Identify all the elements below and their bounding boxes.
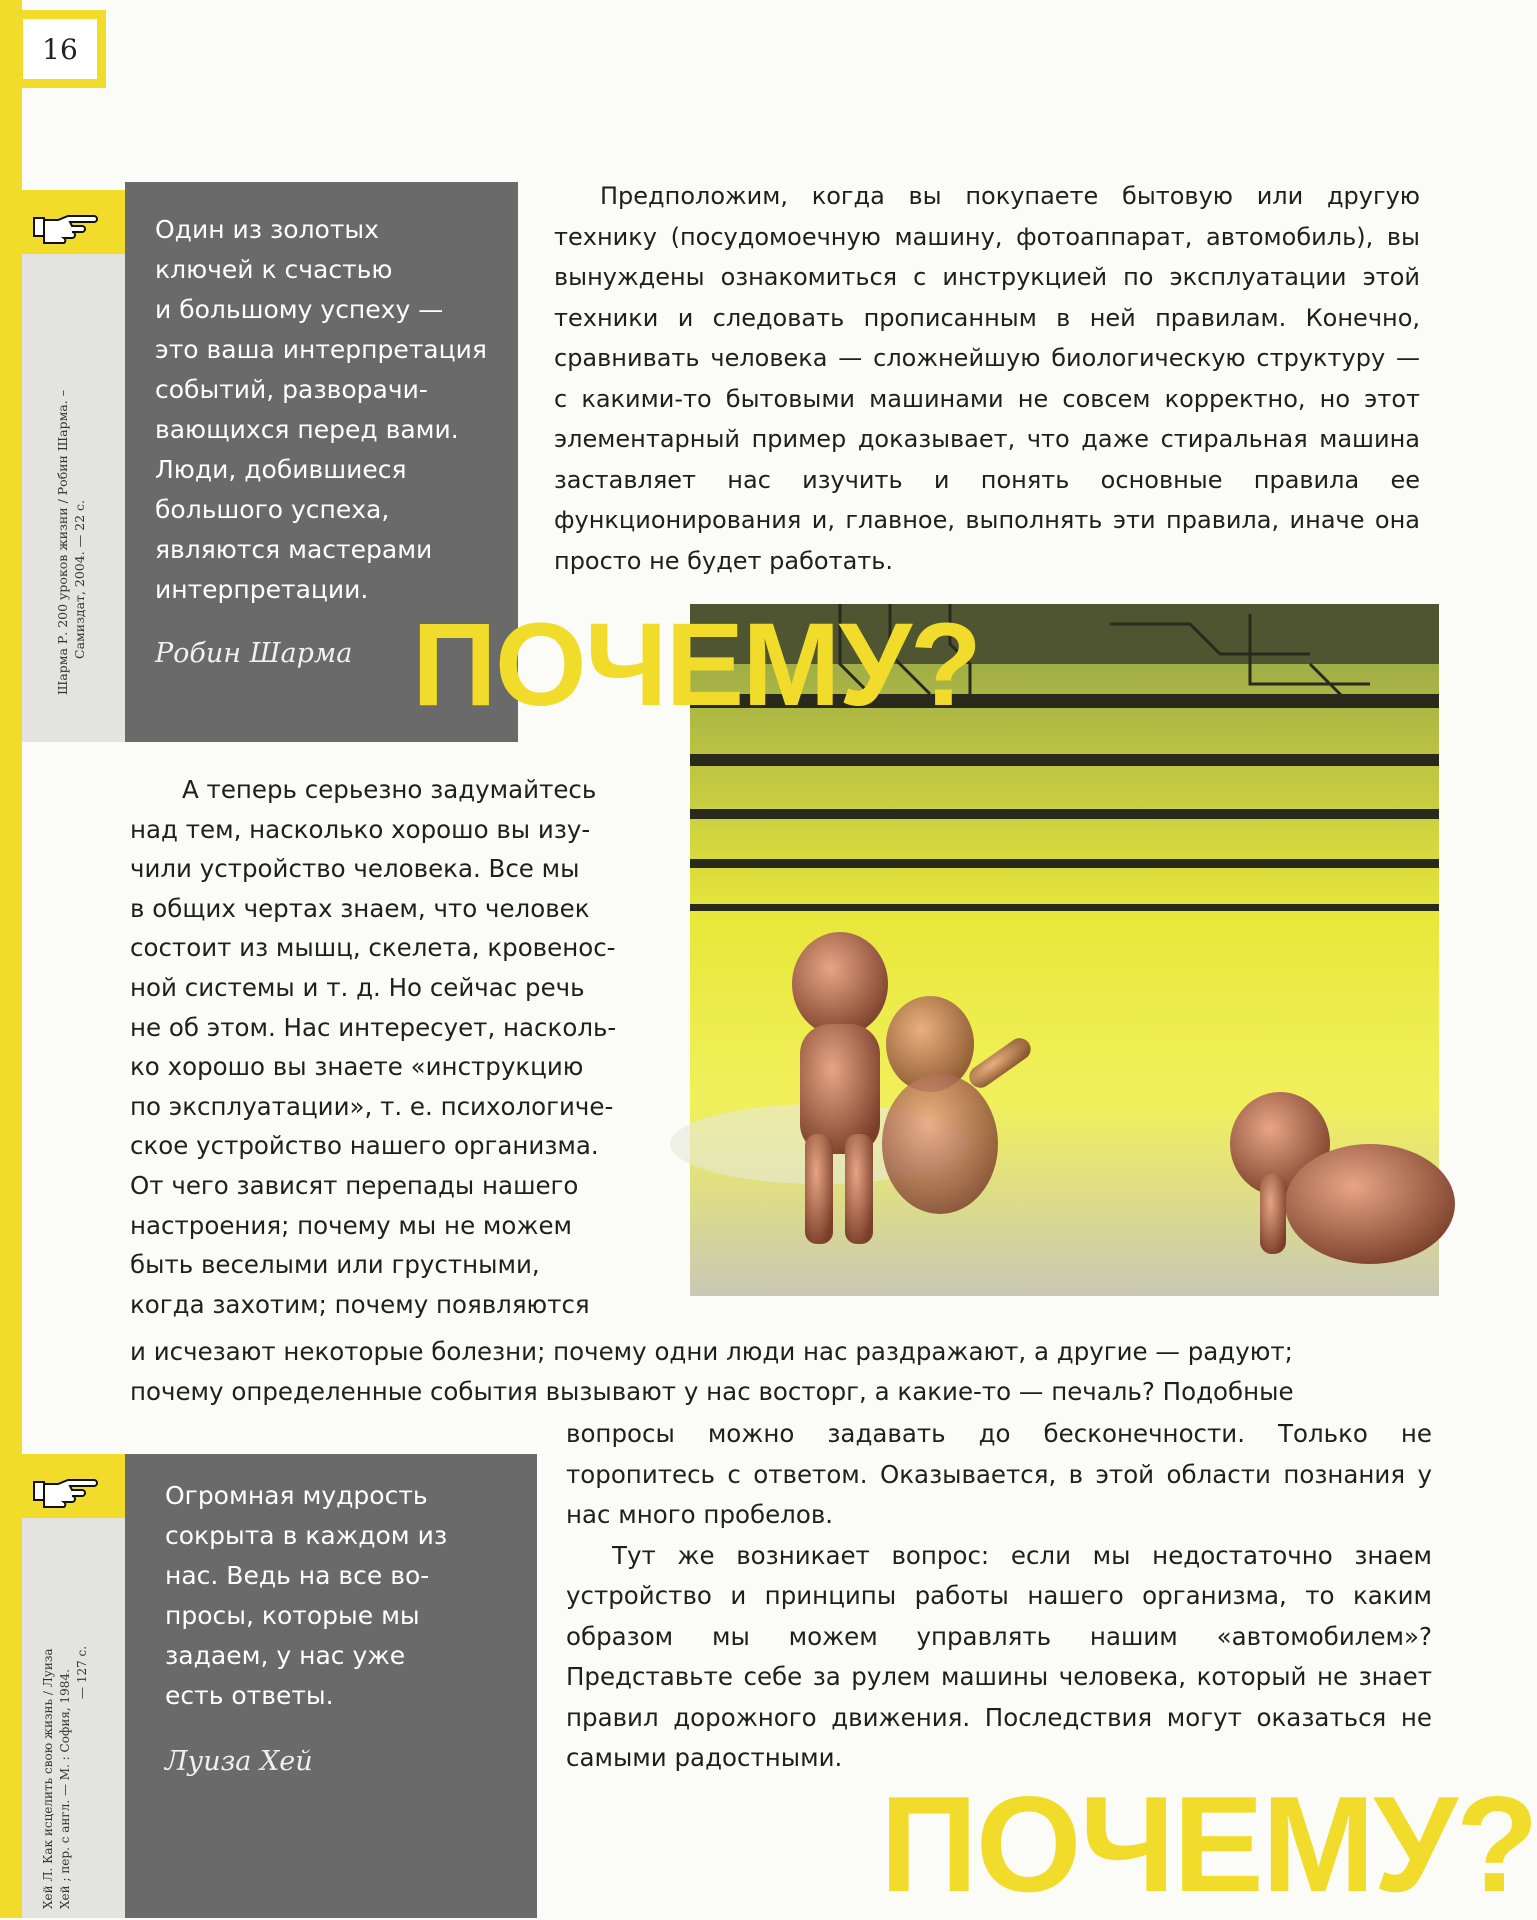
quote2-text: Огромная мудрость сокрыта в каждом из нас. Ведь на все во- просы, которые мы задаем, у нас уже есть ответы.	[165, 1481, 448, 1710]
page-number-box	[14, 10, 106, 88]
quote2-source-strip	[22, 1454, 125, 1918]
quote2-author: Луиза Хей	[165, 1746, 313, 1777]
quote1-source-strip	[22, 190, 125, 742]
quote2-source: Хей Л. Как исцелить свою жизнь / Луиза Хей ; пер. с англ. — М. : София, 1984. — 127 с.	[41, 1645, 89, 1909]
quote1-source: Шарма Р. 200 уроков жизни / Робин Шарма. – Самиздат, 2004. — 22 с.	[55, 390, 87, 695]
heading-why-top: ПОЧЕМУ?	[412, 599, 980, 731]
pointing-hand-icon	[30, 208, 100, 242]
lower-paragraphs: вопросы можно задавать до бесконечности. Только не торопитесь с ответом. Оказывается, в этой области познания у нас много пробелов. Тут же возникает вопрос: если мы недостаточно знаем устройство и принципы работы нашего организма, то каким образом мы можем управлять нашим «автомобилем»? Представьте себе за рулем машины человека, который не знает правил дорожного движения. Последствия могут оказаться не самыми радостными.	[566, 1419, 1432, 1772]
intro-paragraph: Предположим, когда вы покупаете бытовую или другую технику (посудомоечную машину, фотоаппарат, автомобиль), вы вынуждены ознакомиться с инструкцией по эксплуатации этой техники и следовать прописанным в ней правилам. Конечно, сравнивать человека — сложнейшую биологическую структуру — с какими-то бытовыми машинами не совсем корректно, но этот элементарный пример доказывает, что даже стиральная машина заставляет нас изучить и понять основные правила ее функционирования и, главное, выполнять эти правила, иначе она просто не будет работать.	[554, 182, 1420, 575]
middle-wide-lines: и исчезают некоторые болезни; почему одни люди нас раздражают, а другие — радуют; почему определенные события вызывают у нас восторг, а какие-то — печаль? Подобные	[130, 1337, 1294, 1406]
page-number: 16	[23, 19, 97, 79]
yellow-page-edge	[0, 0, 22, 1918]
quote2-box	[125, 1454, 537, 1918]
quote1-author: Робин Шарма	[155, 638, 353, 669]
quote1-text: Один из золотых ключей к счастью и большому успеху — это ваша интерпретация событий, разворачи- вающихся перед вами. Люди, добившиеся большого успеха, являются мастерами интерпретации.	[155, 215, 487, 604]
heading-why-bottom: ПОЧЕМУ?	[880, 1768, 1537, 1920]
pointing-hand-icon	[30, 1472, 100, 1506]
middle-paragraph: А теперь серьезно задумайтесь над тем, насколько хорошо вы изу- чили устройство человека. Все мы в общих чертах знаем, что человек состоит из мышц, скелета, кровенос- ной системы и т. д. Но сейчас речь не об этом. Нас интересует, насколь- ко хорошо вы знаете «инструкцию по эксплуатации», т. е. психологиче- ское устройство нашего организма. От чего зависят перепады нашего настроения; почему мы не можем быть веселыми или грустными, когда захотим; почему появляются	[130, 775, 617, 1319]
